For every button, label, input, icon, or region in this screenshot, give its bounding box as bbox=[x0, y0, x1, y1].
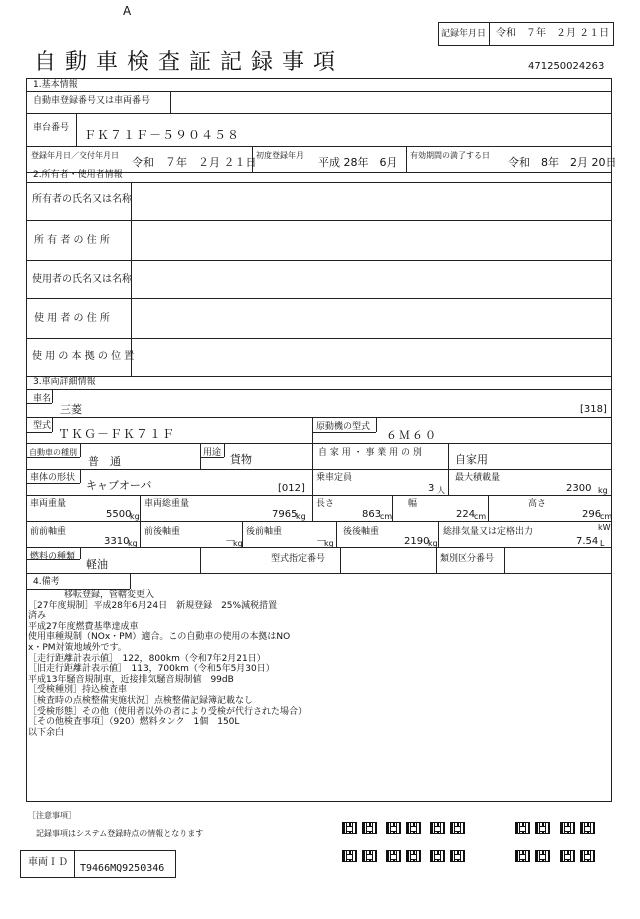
engine-value: ６Ｍ６０ bbox=[386, 429, 438, 442]
divider bbox=[52, 417, 53, 432]
business-value: 自家用 bbox=[455, 453, 488, 466]
section-basic: 1.基本情報 bbox=[33, 80, 78, 90]
maker-label: 車名 bbox=[33, 394, 52, 404]
divider bbox=[436, 547, 437, 573]
divider bbox=[130, 573, 131, 589]
divider bbox=[26, 113, 612, 114]
first-reg-label: 初度登録年月 bbox=[256, 151, 304, 160]
model-value: ＴＫＧ－ＦＫ７１Ｆ bbox=[58, 427, 176, 441]
divider bbox=[406, 146, 407, 172]
doc-mark: A bbox=[123, 4, 132, 18]
qr-code bbox=[580, 822, 595, 834]
length-label: 長さ bbox=[316, 499, 335, 509]
vehicle-id-label: 車両ＩＤ bbox=[28, 857, 68, 868]
body-label: 車体の形状 bbox=[30, 473, 76, 483]
fuel-label: 燃料の種類 bbox=[30, 552, 76, 562]
qr-code bbox=[515, 822, 530, 834]
expiry-value: 令和 8年 2月 20日 bbox=[508, 156, 617, 169]
divider bbox=[140, 521, 141, 547]
divider bbox=[489, 22, 490, 46]
divider bbox=[76, 113, 77, 146]
divider bbox=[74, 850, 75, 878]
ff-axle-unit: kg bbox=[128, 539, 138, 548]
divider bbox=[26, 260, 612, 261]
qr-code bbox=[560, 822, 575, 834]
use-label: 用途 bbox=[203, 448, 222, 458]
divider bbox=[26, 146, 612, 147]
qr-code bbox=[430, 822, 445, 834]
displacement-unit-kw: kW bbox=[598, 523, 611, 532]
remark-line: x・PM対策地域外です。 bbox=[28, 643, 127, 653]
divider bbox=[312, 417, 313, 443]
divider bbox=[170, 91, 171, 113]
qr-code bbox=[342, 822, 357, 834]
gross-value: 7965 bbox=[272, 509, 298, 520]
width-value: 224 bbox=[456, 509, 476, 520]
divider bbox=[448, 443, 449, 469]
remark-line: ［旧走行距離計表示値］ 113，700km（令和5年5月30日） bbox=[28, 664, 275, 675]
width-unit: cm bbox=[474, 512, 487, 521]
divider bbox=[488, 495, 489, 521]
remark-line: 以下余白 bbox=[28, 727, 65, 738]
ff-axle-label: 前前軸重 bbox=[30, 527, 67, 537]
maker-value: 三菱 bbox=[60, 403, 82, 416]
rf-axle-value: － bbox=[316, 536, 326, 547]
divider bbox=[340, 547, 341, 573]
divider bbox=[312, 495, 313, 521]
divider bbox=[26, 376, 612, 377]
divider bbox=[140, 495, 141, 521]
notes-text: 記録事項はシステム登録時点の情報となります bbox=[36, 829, 204, 838]
rr-axle-label: 後後軸重 bbox=[343, 527, 380, 537]
ff-axle-value: 3310 bbox=[104, 536, 130, 547]
body-value: キャブオーバ bbox=[86, 479, 152, 492]
remark-line: ［27年度規制］平成28年6月24日 新規登録 25%減税措置 bbox=[28, 600, 278, 611]
expiry-label: 有効期間の満了する日 bbox=[410, 151, 490, 160]
remark-line: ［受検形態］その他（使用者以外の者により受検が代行された場合） bbox=[28, 706, 308, 717]
height-unit: cm bbox=[600, 512, 613, 521]
business-label: 自 家 用 ・ 事 業 用 の 別 bbox=[318, 448, 422, 458]
body-code: [012] bbox=[278, 483, 305, 494]
load-value: 2300 bbox=[566, 483, 592, 494]
divider bbox=[52, 389, 53, 403]
height-value: 296 bbox=[582, 509, 602, 520]
remark-line: ［検査時の点検整備実施状況］点検整備記録簿記載なし bbox=[28, 696, 254, 706]
displacement-unit: L bbox=[600, 539, 605, 548]
divider bbox=[224, 443, 225, 457]
divider bbox=[26, 338, 612, 339]
remark-line: 済み bbox=[28, 611, 47, 622]
reg-date-label: 登録年月日／交付年月日 bbox=[31, 151, 119, 160]
divider bbox=[26, 91, 612, 92]
rr-axle-unit: kg bbox=[428, 539, 438, 548]
gross-unit: kg bbox=[296, 512, 306, 521]
record-date-value: 令和 ７年 ２月 ２１日 bbox=[496, 28, 610, 39]
section-vehicle: 3.車両詳細情報 bbox=[33, 377, 96, 387]
model-label: 型式 bbox=[33, 421, 52, 431]
divider bbox=[26, 559, 80, 560]
divider bbox=[242, 521, 243, 547]
designation-label: 型式指定番号 bbox=[271, 554, 326, 564]
engine-label: 原動機の型式 bbox=[316, 422, 371, 432]
gross-label: 車両総重量 bbox=[144, 499, 190, 509]
qr-code bbox=[362, 822, 377, 834]
length-unit: cm bbox=[380, 512, 393, 521]
reg-number-label: 自動車登録番号又は車両番号 bbox=[33, 96, 151, 106]
weight-unit: kg bbox=[130, 512, 140, 521]
capacity-unit: 人 bbox=[437, 486, 445, 495]
divider bbox=[200, 443, 201, 469]
displacement-value: 7.54 bbox=[576, 536, 599, 547]
reg-date-value: 令和 ７年 ２月 ２１日 bbox=[132, 156, 257, 169]
capacity-label: 乗車定員 bbox=[316, 473, 353, 483]
qr-code bbox=[450, 822, 465, 834]
divider bbox=[26, 573, 612, 574]
divider bbox=[26, 547, 612, 548]
divider bbox=[26, 417, 612, 418]
divider bbox=[438, 521, 439, 547]
qr-code bbox=[406, 850, 421, 862]
section-remarks: 4.備考 bbox=[33, 577, 60, 587]
owner-name-label: 所有者の氏名又は名称 bbox=[32, 194, 132, 205]
divider bbox=[26, 495, 612, 496]
base-location-label: 使 用 の 本 拠 の 位 置 bbox=[32, 351, 135, 362]
qr-code bbox=[515, 850, 530, 862]
divider bbox=[312, 443, 313, 469]
divider bbox=[26, 457, 80, 458]
divider bbox=[448, 469, 449, 495]
fr-axle-unit: kg bbox=[233, 539, 243, 548]
divider bbox=[26, 521, 612, 522]
divider bbox=[336, 521, 337, 547]
qr-code bbox=[386, 822, 401, 834]
height-label: 高さ bbox=[528, 499, 547, 509]
divider bbox=[26, 403, 52, 404]
fr-axle-value: － bbox=[225, 536, 235, 547]
divider bbox=[26, 389, 612, 390]
remark-line: ［その他検査事項］（920）燃料タンク 1個 150L bbox=[28, 717, 240, 728]
qr-code bbox=[342, 850, 357, 862]
remark-line: 移転登録，管轄変更入 bbox=[28, 590, 155, 600]
record-date-label: 記録年月日 bbox=[441, 29, 487, 39]
rf-axle-unit: kg bbox=[324, 539, 334, 548]
rr-axle-value: 2190 bbox=[404, 536, 430, 547]
divider bbox=[80, 443, 81, 457]
divider bbox=[80, 547, 81, 559]
notes-label: ［注意事項］ bbox=[28, 811, 76, 820]
remark-line: ［走行距離計表示値］ 122，800km（令和7年2月21日） bbox=[28, 653, 266, 664]
user-address-label: 使 用 者 の 住 所 bbox=[34, 313, 110, 324]
divider bbox=[26, 220, 612, 221]
divider bbox=[200, 457, 224, 458]
width-label: 幅 bbox=[408, 499, 418, 509]
divider bbox=[26, 469, 612, 470]
fuel-value: 軽油 bbox=[86, 558, 108, 571]
first-reg-value: 平成 28年 6月 bbox=[318, 156, 398, 169]
qr-code bbox=[580, 850, 595, 862]
load-label: 最大積載量 bbox=[455, 473, 501, 483]
class-label: 類別区分番号 bbox=[440, 554, 495, 564]
qr-code bbox=[535, 822, 550, 834]
divider bbox=[312, 469, 313, 495]
qr-code bbox=[386, 850, 401, 862]
qr-code bbox=[535, 850, 550, 862]
divider bbox=[26, 483, 80, 484]
qr-code bbox=[430, 850, 445, 862]
divider bbox=[504, 547, 505, 573]
divider bbox=[26, 182, 612, 183]
weight-label: 車両重量 bbox=[30, 499, 67, 509]
divider bbox=[312, 432, 376, 433]
qr-code bbox=[406, 822, 421, 834]
divider bbox=[392, 495, 393, 521]
qr-code bbox=[450, 850, 465, 862]
vehicle-id-value: T9466MQ9250346 bbox=[80, 863, 165, 874]
kind-value: 普 通 bbox=[88, 455, 121, 468]
divider bbox=[26, 443, 612, 444]
use-value: 貨物 bbox=[230, 453, 252, 466]
divider bbox=[26, 432, 52, 433]
capacity-value: 3 bbox=[428, 483, 435, 494]
rf-axle-label: 後前軸重 bbox=[246, 527, 283, 537]
kind-label: 自動車の種別 bbox=[29, 448, 77, 457]
displacement-label: 総排気量又は定格出力 bbox=[443, 527, 534, 537]
chassis-label: 車台番号 bbox=[33, 123, 70, 133]
maker-code: [318] bbox=[580, 404, 607, 415]
page-title: 自 動 車 検 査 証 記 録 事 項 bbox=[34, 50, 336, 75]
remark-line: 平成27年度燃費基準達成車 bbox=[28, 621, 139, 632]
fr-axle-label: 前後軸重 bbox=[144, 527, 181, 537]
load-unit: kg bbox=[598, 486, 608, 495]
user-name-label: 使用者の氏名又は名称 bbox=[32, 274, 132, 285]
divider bbox=[200, 547, 201, 573]
weight-value: 5500 bbox=[106, 509, 132, 520]
owner-address-label: 所 有 者 の 住 所 bbox=[34, 235, 110, 246]
qr-code bbox=[362, 850, 377, 862]
section-owner: 2.所有者・使用者情報 bbox=[33, 170, 123, 180]
chassis-value: ＦＫ７１Ｆ－５９０４５８ bbox=[84, 128, 241, 142]
doc-number: 471250024263 bbox=[528, 61, 605, 72]
remark-line: ［受検種別］持込検査車 bbox=[28, 685, 128, 696]
divider bbox=[26, 298, 612, 299]
qr-code bbox=[560, 850, 575, 862]
length-value: 863 bbox=[362, 509, 382, 520]
divider bbox=[252, 146, 253, 172]
remark-line: 使用車種規制（NOx・PM）適合。この自動車の使用の本拠はNO bbox=[28, 632, 291, 643]
divider bbox=[80, 469, 81, 483]
divider bbox=[376, 417, 377, 432]
remark-line: 平成13年騒音規制車，近接排気騒音規制値 99dB bbox=[28, 674, 234, 685]
